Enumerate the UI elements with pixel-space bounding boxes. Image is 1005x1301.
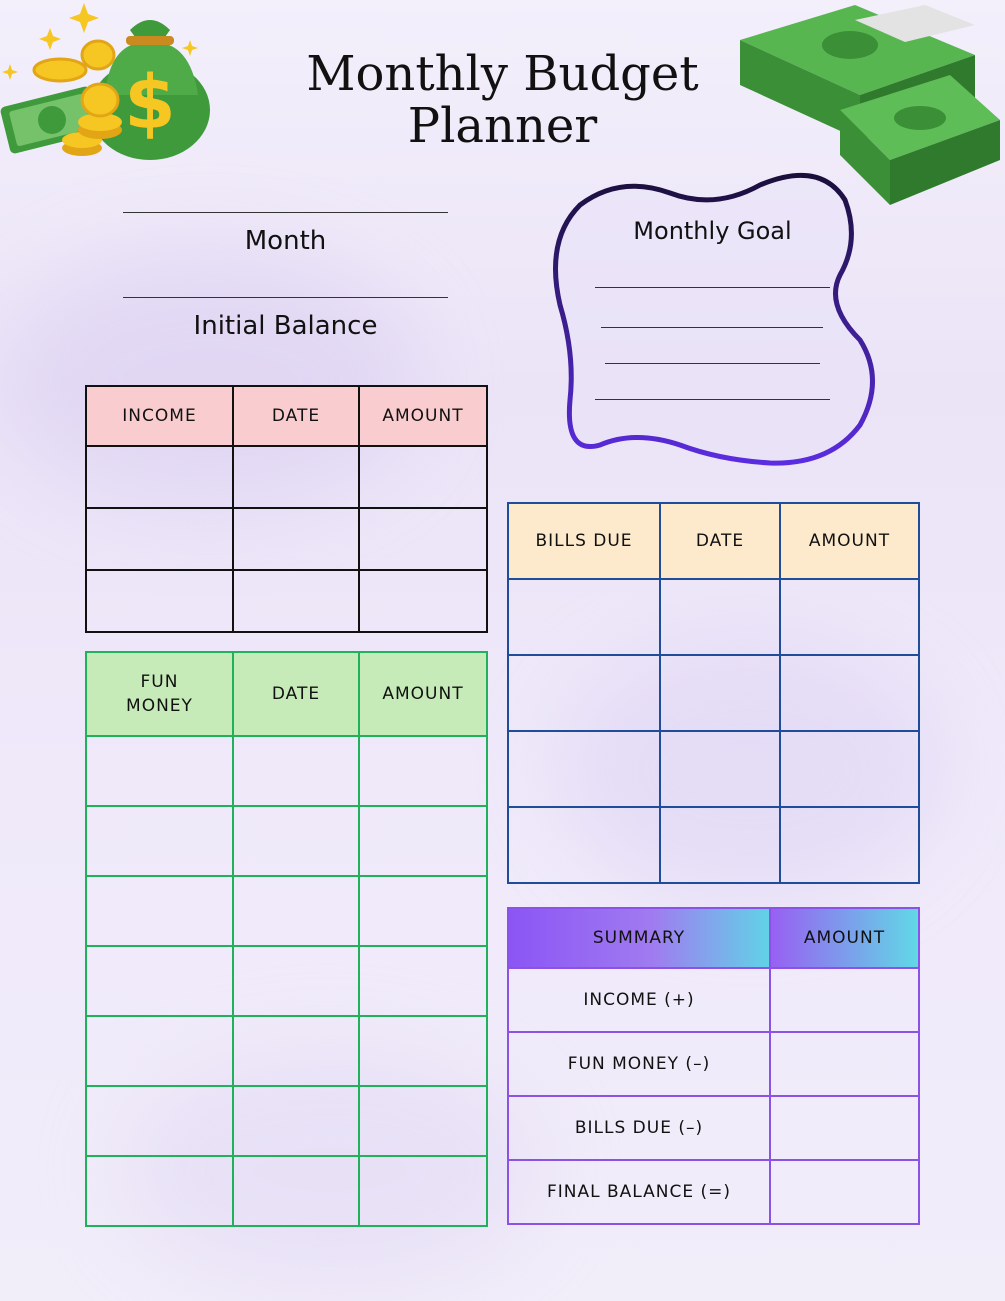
table-cell[interactable] <box>233 946 359 1016</box>
summary-amount-cell[interactable] <box>770 968 919 1032</box>
month-label: Month <box>244 226 327 256</box>
table-cell[interactable] <box>359 1156 487 1226</box>
table-cell[interactable] <box>359 1016 487 1086</box>
table-cell[interactable] <box>660 579 780 655</box>
bills-due-table <box>507 502 920 884</box>
amount-header: AMOUNT <box>359 386 487 446</box>
summary-header: SUMMARY <box>508 908 770 968</box>
table-cell[interactable] <box>86 1086 233 1156</box>
table-header-row <box>86 652 487 736</box>
fun-money-header <box>86 652 233 736</box>
table-cell[interactable] <box>780 579 919 655</box>
summary-row-label: BILLS DUE (–) <box>508 1096 770 1160</box>
table-cell[interactable] <box>508 579 660 655</box>
table-cell[interactable] <box>660 807 780 883</box>
table-row <box>86 1016 487 1086</box>
table-row <box>86 736 487 806</box>
table-cell[interactable] <box>86 876 233 946</box>
summary-row-label: INCOME (+) <box>508 968 770 1032</box>
table-cell[interactable] <box>86 446 233 508</box>
table-row <box>508 807 919 883</box>
table-cell[interactable] <box>780 731 919 807</box>
table-row <box>508 1160 919 1224</box>
table-row <box>86 806 487 876</box>
table-cell[interactable] <box>780 655 919 731</box>
table-cell[interactable] <box>359 806 487 876</box>
table-cell[interactable] <box>86 1016 233 1086</box>
table-row <box>86 1086 487 1156</box>
table-row <box>508 731 919 807</box>
summary-amount-cell[interactable] <box>770 1096 919 1160</box>
summary-row-label: FINAL BALANCE (=) <box>508 1160 770 1224</box>
table-cell[interactable] <box>660 655 780 731</box>
table-cell[interactable] <box>359 508 487 570</box>
summary-amount-cell[interactable] <box>770 1032 919 1096</box>
table-header-row <box>508 503 919 579</box>
table-cell[interactable] <box>86 570 233 632</box>
table-cell[interactable] <box>233 876 359 946</box>
table-row <box>86 876 487 946</box>
table-row <box>86 508 487 570</box>
summary-row-label: FUN MONEY (–) <box>508 1032 770 1096</box>
table-cell[interactable] <box>359 946 487 1016</box>
fun-money-header-label: FUN MONEY <box>126 672 193 716</box>
income-table <box>85 385 488 633</box>
table-cell[interactable] <box>233 508 359 570</box>
monthly-goal-box <box>540 165 885 475</box>
amount-header: AMOUNT <box>780 503 919 579</box>
goal-line[interactable] <box>605 363 820 364</box>
table-row <box>508 579 919 655</box>
amount-header: AMOUNT <box>770 908 919 968</box>
date-header: DATE <box>233 386 359 446</box>
summary-amount-cell[interactable] <box>770 1160 919 1224</box>
table-row <box>86 946 487 1016</box>
table-row <box>86 446 487 508</box>
title-line: Monthly Budget Planner <box>306 46 699 154</box>
table-cell[interactable] <box>233 570 359 632</box>
table-cell[interactable] <box>233 1016 359 1086</box>
table-row <box>508 655 919 731</box>
svg-text:$: $ <box>124 60 176 146</box>
table-cell[interactable] <box>86 1156 233 1226</box>
income-header: INCOME <box>86 386 233 446</box>
table-row <box>86 570 487 632</box>
table-cell[interactable] <box>233 736 359 806</box>
table-cell[interactable] <box>660 731 780 807</box>
date-header: DATE <box>233 652 359 736</box>
table-cell[interactable] <box>86 508 233 570</box>
initial-balance-line[interactable] <box>123 297 448 298</box>
page-title <box>250 48 755 152</box>
table-cell[interactable] <box>233 446 359 508</box>
fun-money-table <box>85 651 488 1227</box>
amount-header: AMOUNT <box>359 652 487 736</box>
table-row <box>508 968 919 1032</box>
goal-blob-shape <box>540 165 885 475</box>
table-row <box>508 1096 919 1160</box>
table-row <box>508 1032 919 1096</box>
date-header: DATE <box>660 503 780 579</box>
table-cell[interactable] <box>359 446 487 508</box>
table-cell[interactable] <box>233 1086 359 1156</box>
table-cell[interactable] <box>508 655 660 731</box>
table-row <box>86 1156 487 1226</box>
table-header-row <box>508 908 919 968</box>
table-cell[interactable] <box>359 736 487 806</box>
table-cell[interactable] <box>508 731 660 807</box>
table-cell[interactable] <box>359 1086 487 1156</box>
month-line[interactable] <box>123 212 448 213</box>
goal-line[interactable] <box>595 399 830 400</box>
table-cell[interactable] <box>86 946 233 1016</box>
summary-table <box>507 907 920 1225</box>
table-cell[interactable] <box>233 806 359 876</box>
table-cell[interactable] <box>359 570 487 632</box>
money-bag-icon <box>0 0 215 170</box>
bills-due-header: BILLS DUE <box>508 503 660 579</box>
table-cell[interactable] <box>359 876 487 946</box>
table-cell[interactable] <box>233 1156 359 1226</box>
goal-line[interactable] <box>595 287 830 288</box>
goal-line[interactable] <box>601 327 823 328</box>
table-cell[interactable] <box>86 806 233 876</box>
table-header-row <box>86 386 487 446</box>
table-cell[interactable] <box>780 807 919 883</box>
initial-balance-label: Initial Balance <box>193 311 378 341</box>
table-cell[interactable] <box>86 736 233 806</box>
monthly-goal-title: Monthly Goal <box>633 217 792 245</box>
table-cell[interactable] <box>508 807 660 883</box>
